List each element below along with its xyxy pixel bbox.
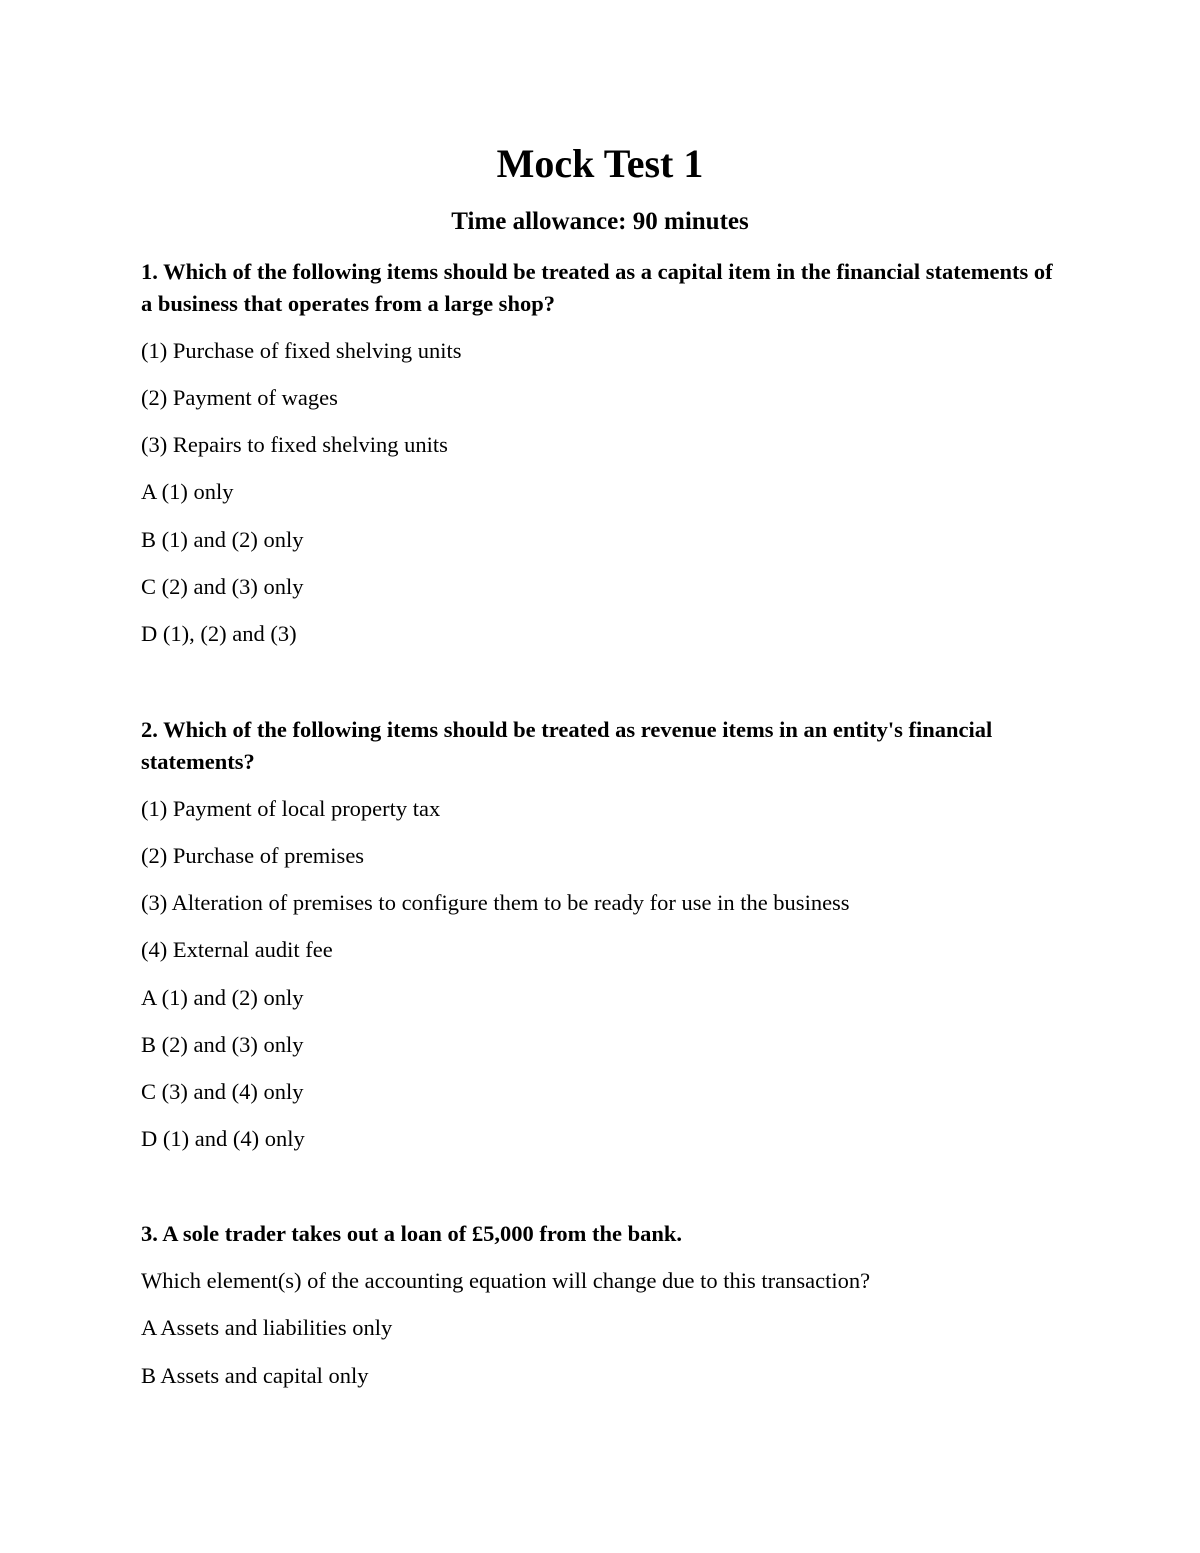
question-2-item-4: (4) External audit fee [141, 937, 333, 962]
page-title: Mock Test 1 [496, 141, 704, 186]
question-2-item-1: (1) Payment of local property tax [141, 796, 441, 821]
question-2-option-b: B (2) and (3) only [141, 1032, 304, 1057]
question-2-stem: 2. Which of the following items should be treated as revenue items in an entity's financial statements? [141, 717, 993, 774]
question-1-option-c: C (2) and (3) only [141, 574, 304, 599]
question-1-item-3: (3) Repairs to fixed shelving units [141, 432, 448, 457]
question-2-option-a: A (1) and (2) only [141, 985, 304, 1010]
question-2-item-3: (3) Alteration of premises to configure them to be ready for use in the business [141, 890, 850, 915]
question-2-option-c: C (3) and (4) only [141, 1079, 304, 1104]
question-3-option-b: B Assets and capital only [141, 1363, 369, 1388]
question-1-option-a: A (1) only [141, 479, 234, 504]
question-2-option-d: D (1) and (4) only [141, 1126, 305, 1151]
question-1-option-d: D (1), (2) and (3) [141, 621, 297, 646]
time-allowance: Time allowance: 90 minutes [451, 208, 749, 235]
question-3-option-a: A Assets and liabilities only [141, 1315, 393, 1340]
question-3-stem: 3. A sole trader takes out a loan of £5,000 from the bank. [141, 1221, 683, 1246]
question-3-prompt: Which element(s) of the accounting equation will change due to this transaction? [141, 1268, 871, 1293]
question-1-item-2: (2) Payment of wages [141, 385, 338, 410]
question-2-item-2: (2) Purchase of premises [141, 843, 365, 868]
question-1-item-1: (1) Purchase of fixed shelving units [141, 338, 462, 363]
question-1-stem: 1. Which of the following items should be treated as a capital item in the financial statements of a business that operates from a large shop? [141, 259, 1053, 316]
question-1-option-b: B (1) and (2) only [141, 527, 304, 552]
